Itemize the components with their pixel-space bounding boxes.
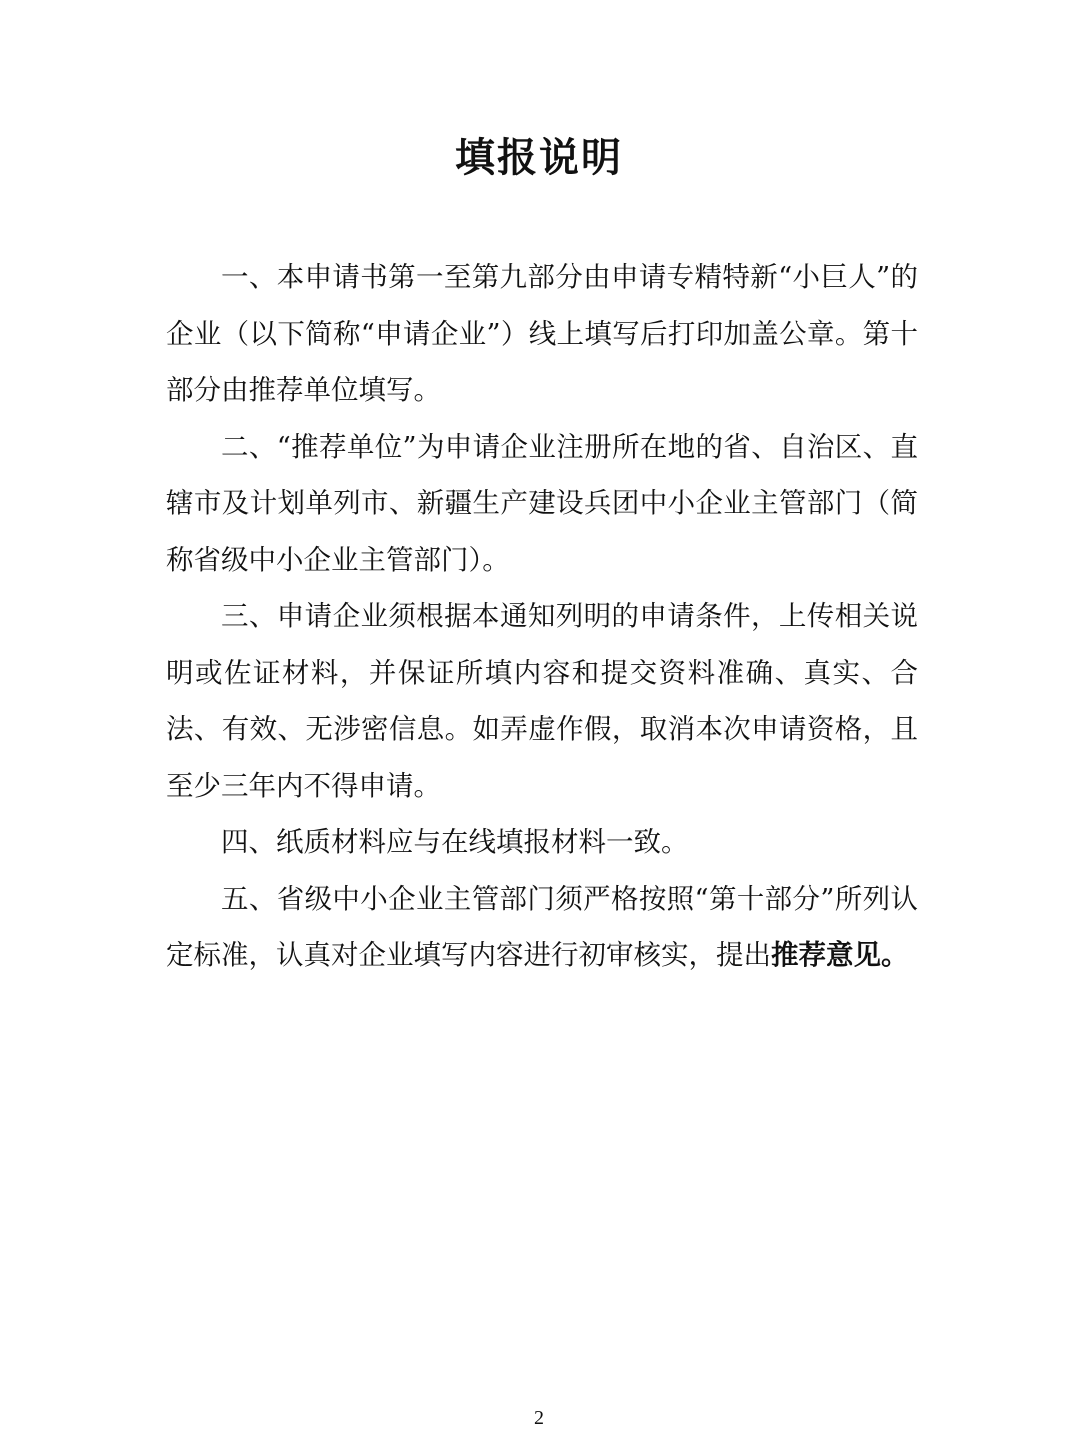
paragraph-5 — [166, 871, 918, 984]
paragraph-5-emphasis: 推荐意见。 — [771, 939, 909, 971]
paragraph-2: 二、“推荐单位”为申请企业注册所在地的省、自治区、直辖市及计划单列市、新疆生产建设兵团中小企业主管部门（简称省级中小企业主管部门）。 — [166, 430, 918, 576]
document-title: 填报说明 — [455, 135, 623, 181]
paragraph-3: 三、申请企业须根据本通知列明的申请条件，上传相关说明或佐证材料，并保证所填内容和提交资料准确、真实、合法、有效、无涉密信息。如弄虚作假，取消本次申请资格，且至少三年内不得申请。 — [166, 600, 918, 802]
paragraph-4: 四、纸质材料应与在线填报材料一致。 — [221, 826, 689, 858]
paragraph-1: 一、本申请书第一至第九部分由申请专精特新“小巨人”的企业（以下简称“申请企业”）线上填写后打印加盖公章。第十部分由推荐单位填写。 — [166, 261, 918, 406]
paragraph-5-text: 五、省级中小企业主管部门须严格按照“第十部分”所列认定标准，认真对企业填写内容进行初审核实，提出 — [166, 882, 918, 971]
document-body — [166, 249, 918, 984]
page-number: 2 — [534, 1407, 544, 1429]
